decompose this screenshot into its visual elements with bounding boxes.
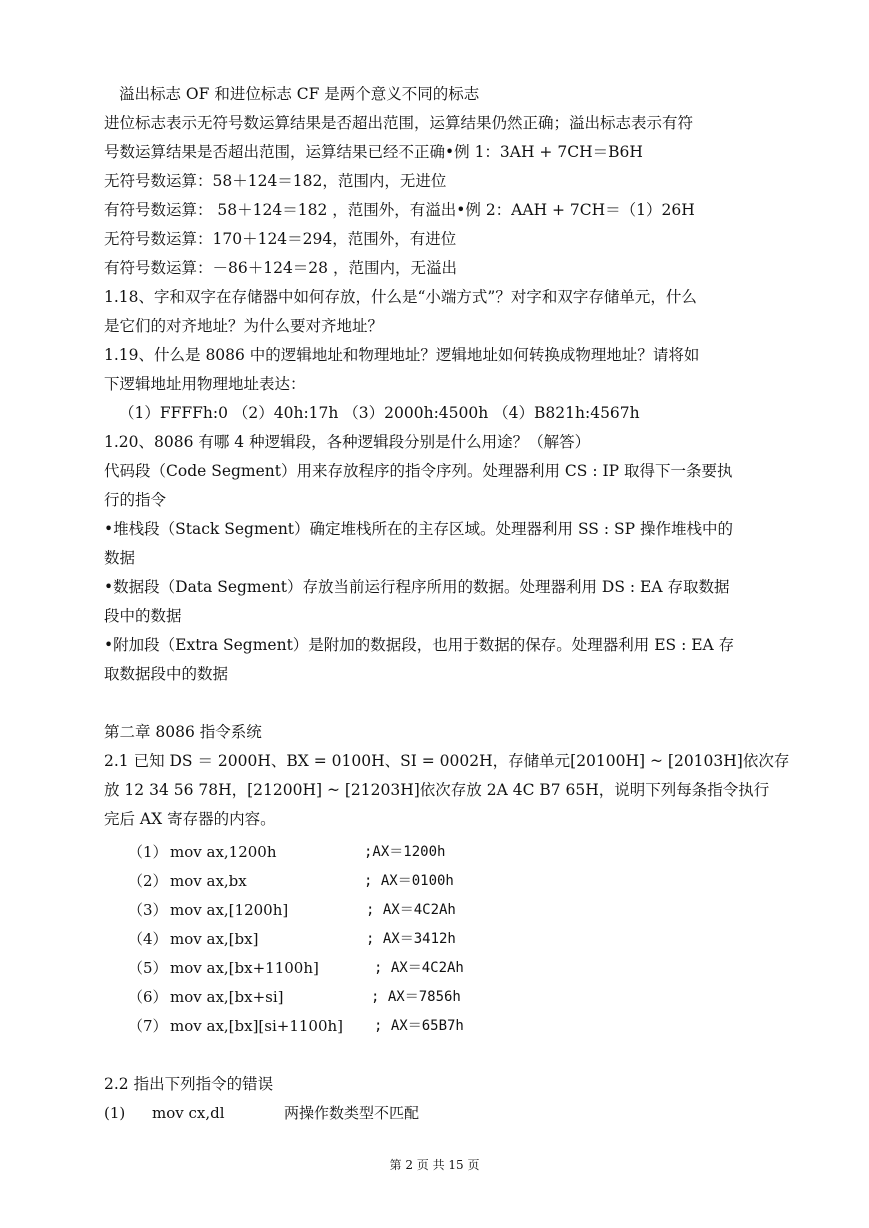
answer-line: 行的指令 (104, 491, 167, 509)
question-1-20: 1.20、8086 有哪 4 种逻辑段，各种逻辑段分别是什么用途？（解答） (104, 433, 591, 451)
answer-line: 段中的数据 (104, 607, 182, 625)
answer-line: 数据 (104, 549, 136, 567)
paragraph-line: 进位标志表示无符号数运算结果是否超出范围，运算结果仍然正确；溢出标志表示有符 (104, 114, 694, 132)
instruction-result: ; AX＝65B7h (374, 1018, 464, 1034)
chapter-title: 第二章 8086 指令系统 (104, 723, 262, 741)
paragraph-line: 有符号数运算： 58＋124＝182 ，范围外，有溢出•例 2：AAH + 7CH＝（1）26H (104, 201, 695, 219)
page-footer: 第 2 页 共 15 页 (389, 1158, 480, 1172)
item-number: (1) (104, 1104, 126, 1122)
item-number: （3） (128, 901, 168, 919)
instruction: mov ax,[bx][si+1100h] (170, 1017, 344, 1035)
answer-line: •附加段（Extra Segment）是附加的数据段，也用于数据的保存。处理器利用 ES : EA 存 (104, 636, 735, 654)
question-2-2: 2.2 指出下列指令的错误 (104, 1075, 274, 1093)
question-1-19: 1.19、什么是 8086 中的逻辑地址和物理地址？逻辑地址如何转换成物理地址？请将如 (104, 346, 700, 364)
question-2-1: 2.1 已知 DS ＝ 2000H、BX = 0100H、SI = 0002H，存储单元[20100H] ~ [20103H]依次存 (104, 752, 790, 770)
instruction-result: ; AX＝4C2Ah (374, 960, 464, 976)
instruction: mov ax,bx (170, 872, 247, 890)
item-number: （2） (128, 872, 168, 890)
paragraph-line: 无符号数运算：58＋124＝182，范围内，无进位 (104, 172, 447, 190)
answer-line: •数据段（Data Segment）存放当前运行程序所用的数据。处理器利用 DS : EA 存取数据 (104, 578, 730, 596)
question-2-1-cont: 完后 AX 寄存器的内容。 (104, 810, 276, 828)
instruction: mov cx,dl (152, 1104, 225, 1122)
instruction-result: ; AX＝4C2Ah (366, 902, 456, 918)
item-number: （1） (128, 843, 168, 861)
question-1-18: 1.18、字和双字在存储器中如何存放，什么是“小端方式”？对字和双字存储单元，什么 (104, 288, 697, 306)
instruction-result: ; AX＝3412h (366, 931, 456, 947)
instruction-result: ; AX＝7856h (371, 989, 461, 1005)
answer-line: •堆栈段（Stack Segment）确定堆栈所在的主存区域。处理器利用 SS : SP 操作堆栈中的 (104, 520, 733, 538)
error-note: 两操作数类型不匹配 (284, 1104, 420, 1122)
instruction-result: ;AX＝1200h (364, 844, 446, 860)
paragraph-line: 溢出标志 OF 和进位标志 CF 是两个意义不同的标志 (119, 85, 480, 103)
paragraph-line: 有符号数运算：－86＋124＝28 ，范围内，无溢出 (104, 259, 457, 277)
question-2-1-cont: 放 12 34 56 78H，[21200H] ~ [21203H]依次存放 2A 4C B7 65H，说明下列每条指令执行 (104, 781, 770, 799)
instruction: mov ax,[bx+1100h] (170, 959, 319, 977)
instruction: mov ax,[bx+si] (170, 988, 284, 1006)
answer-line: 代码段（Code Segment）用来存放程序的指令序列。处理器利用 CS : IP 取得下一条要执 (104, 462, 733, 480)
paragraph-line: 无符号数运算：170＋124＝294，范围外，有进位 (104, 230, 457, 248)
paragraph-line: 号数运算结果是否超出范围，运算结果已经不正确•例 1：3AH + 7CH＝B6H (104, 143, 643, 161)
item-number: （4） (128, 930, 168, 948)
instruction-result: ; AX＝0100h (364, 873, 454, 889)
question-1-19-cont: 下逻辑地址用物理地址表达： (104, 375, 306, 393)
instruction: mov ax,[bx] (170, 930, 259, 948)
instruction: mov ax,1200h (170, 843, 277, 861)
instruction: mov ax,[1200h] (170, 901, 289, 919)
item-number: （6） (128, 988, 168, 1006)
item-number: （5） (128, 959, 168, 977)
question-1-18-cont: 是它们的对齐地址？为什么要对齐地址？ (104, 317, 384, 335)
answer-line: 取数据段中的数据 (104, 665, 229, 683)
item-number: （7） (128, 1017, 168, 1035)
question-1-19-items: （1）FFFFh:0 （2）40h:17h （3）2000h:4500h （4）B821h:4567h (119, 404, 640, 422)
